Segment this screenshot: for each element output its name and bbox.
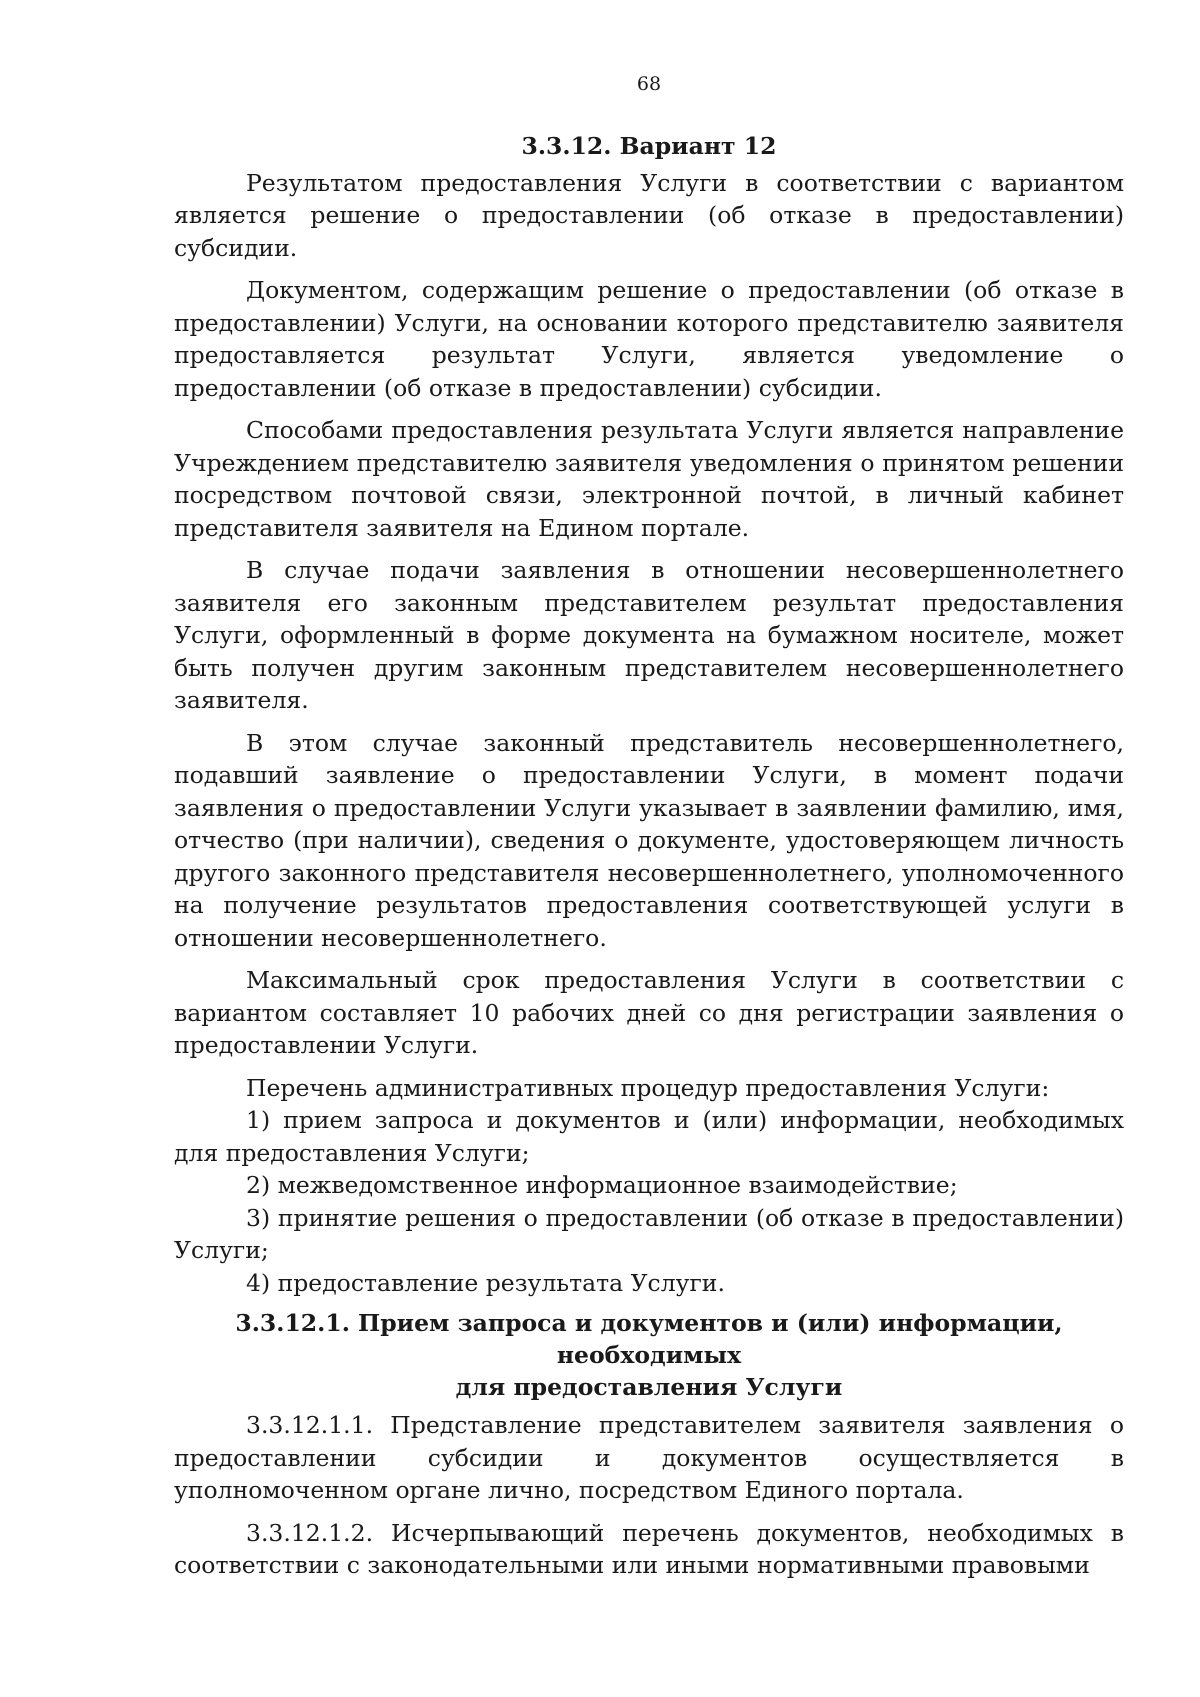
paragraph-submission: 3.3.12.1.1. Представление представителем заявителя заявления о предоставлении субсидии и документов осуществляется в уполномоченном органе лично, посредством Единого портала. [174,1411,1124,1504]
procedure-item: 1) прием запроса и документов и (или) информации, необходимых для предоставления Услуги; [174,1106,1124,1167]
subsection-heading-line1: 3.3.12.1. Прием запроса и документов и (или) информации, необходимых [235,1309,1063,1369]
paragraph-max-term: Максимальный срок предоставления Услуги в соответствии с вариантом составляет 10 рабочих дней со дня регистрации заявления о предоставлении Услуги. [174,966,1124,1059]
page-number: 68 [636,73,662,95]
procedure-item: 4) предоставление результата Услуги. [246,1268,725,1297]
subsection-heading-line2: для предоставления Услуги [455,1373,843,1401]
paragraph-documents-list: 3.3.12.1.2. Исчерпывающий перечень документов, необходимых в соответствии с законодательными или иными нормативными правовыми [174,1518,1124,1579]
paragraph-minor-case: В случае подачи заявления в отношении несовершеннолетнего заявителя его законным представителем результат предоставления Услуги, оформленный в форме документа на бумажном носителе, может быть получен другим законным представителем несовершеннолетнего заявителя. [174,556,1124,714]
procedure-item: 3) принятие решения о предоставлении (об отказе в предоставлении) Услуги; [174,1203,1124,1264]
section-heading: 3.3.12. Вариант 12 [521,132,777,160]
paragraph-methods: Способами предоставления результата Услуги является направление Учреждением представителю заявителя уведомления о принятом решении посредством почтовой связи, электронной почтой, в личный кабинет представителя заявителя на Едином портале. [174,416,1124,542]
subsection-heading [174,1307,1124,1403]
paragraph-legal-representative: В этом случае законный представитель несовершеннолетнего, подавший заявление о предоставлении Услуги, в момент подачи заявления о предоставлении Услуги указывает в заявлении фамилию, имя, отчество (при наличии), сведения о документе, удостоверяющем личность другого законного представителя несовершеннолетнего, уполномоченного на получение результатов предоставления соответствующей услуги в отношении несовершеннолетнего. [174,728,1124,952]
document-body [174,130,1124,1582]
paragraph-result: Результатом предоставления Услуги в соответствии с вариантом является решение о предоставлении (об отказе в предоставлении) субсидии. [174,168,1124,262]
procedures-intro: Перечень административных процедур предоставления Услуги: [246,1073,1050,1102]
procedure-item: 2) межведомственное информационное взаимодействие; [246,1171,958,1199]
paragraph-document: Документом, содержащим решение о предоставлении (об отказе в предоставлении) Услуги, на основании которого представителю заявителя предоставляется результат Услуги, является уведомление о предоставлении (об отказе в предоставлении) субсидии. [174,276,1124,402]
document-page [174,0,1124,1697]
